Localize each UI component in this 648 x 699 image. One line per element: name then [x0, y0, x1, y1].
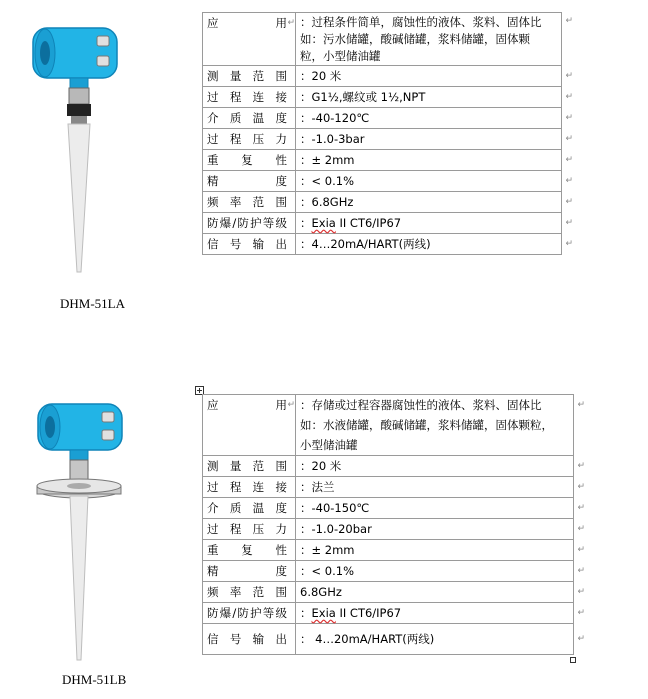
spec-label: 应用 ↵ — [203, 395, 296, 456]
spec-row — [203, 561, 574, 582]
spec-row — [203, 540, 574, 561]
spec-label: 过程压力 — [203, 129, 296, 150]
radar-level-gauge-flange-image-2 — [24, 398, 134, 668]
spec-row — [203, 87, 562, 108]
spec-label: 频率范围 — [203, 192, 296, 213]
spec-value: ：法兰 ↵ — [296, 477, 574, 498]
spec-row — [203, 66, 562, 87]
spec-row — [203, 477, 574, 498]
model-label: DHM-51LB — [62, 672, 127, 687]
spec-label: 重复性 — [203, 540, 296, 561]
spec-value: ：< 0.1% ↵ — [296, 171, 562, 192]
spec-table — [202, 12, 573, 255]
spec-row — [203, 213, 562, 234]
spec-row — [203, 519, 574, 540]
spec-value: ：Exia II CT6/IP67 ↵ — [296, 213, 562, 234]
spec-value: ：-40-120℃ ↵ — [296, 108, 562, 129]
spec-label: 测量范围 — [203, 66, 296, 87]
spec-value: ：± 2mm ↵ — [296, 540, 574, 561]
spec-row — [203, 150, 562, 171]
spec-table — [202, 394, 585, 655]
table-resize-handle[interactable] — [570, 657, 576, 663]
spec-value: ：< 0.1% ↵ — [296, 561, 574, 582]
spec-value: ：存储或过程容器腐蚀性的液体、浆料、固体比如：水液储罐，酸碱储罐，浆料储罐，固体颗粒，小型储油罐 ↵ — [296, 395, 574, 456]
spec-value: 6.8GHz ↵ — [296, 582, 574, 603]
spec-value: ：20 米 ↵ — [296, 66, 562, 87]
spec-label: 信号输出 — [203, 624, 296, 655]
spellcheck-marked-word: Exia — [311, 216, 336, 230]
spec-label: 过程压力 — [203, 519, 296, 540]
spec-row — [203, 624, 574, 655]
spec-row — [203, 603, 574, 624]
spec-value: ：-1.0-20bar ↵ — [296, 519, 574, 540]
spec-row — [203, 234, 562, 255]
spec-label: 信号输出 — [203, 234, 296, 255]
spec-value: ：-1.0-3bar ↵ — [296, 129, 562, 150]
spec-row — [203, 582, 574, 603]
spec-label: 介质温度 — [203, 108, 296, 129]
spec-value: ：± 2mm ↵ — [296, 150, 562, 171]
spec-value: ：20 米 ↵ — [296, 456, 574, 477]
spec-row — [203, 129, 562, 150]
spec-label: 测量范围 — [203, 456, 296, 477]
spec-label: 应用 ↵ — [203, 13, 296, 66]
spec-row — [203, 456, 574, 477]
spec-label: 精度 — [203, 561, 296, 582]
spec-row — [203, 171, 562, 192]
spec-row — [203, 13, 562, 66]
spec-value: ： 4…20mA/HART(两线) ↵ — [296, 624, 574, 655]
radar-level-gauge-image-1 — [25, 22, 125, 284]
spec-row — [203, 192, 562, 213]
model-label: DHM-51LA — [60, 296, 125, 311]
spec-value: ：4…20mA/HART(两线) ↵ — [296, 234, 562, 255]
spec-value: ：G1½,螺纹或 1½,NPT ↵ — [296, 87, 562, 108]
spec-label: 防爆/防护等级 — [203, 603, 296, 624]
spec-label: 过程连接 — [203, 87, 296, 108]
spec-value: ：Exia II CT6/IP67 ↵ — [296, 603, 574, 624]
spec-label: 过程连接 — [203, 477, 296, 498]
spec-row — [203, 108, 562, 129]
spec-row — [203, 498, 574, 519]
spec-row — [203, 395, 574, 456]
spec-label: 介质温度 — [203, 498, 296, 519]
spec-value: ：过程条件简单，腐蚀性的液体、浆料、固体比如：污水储罐，酸碱储罐，浆料储罐，固体颗粒，小型储油罐 ↵ — [296, 13, 562, 66]
spec-value: ：6.8GHz ↵ — [296, 192, 562, 213]
spec-label: 频率范围 — [203, 582, 296, 603]
spec-label: 重复性 — [203, 150, 296, 171]
spec-label: 防爆/防护等级 — [203, 213, 296, 234]
spec-value: ：-40-150℃ ↵ — [296, 498, 574, 519]
spec-label: 精度 — [203, 171, 296, 192]
spellcheck-marked-word: Exia — [311, 606, 336, 620]
